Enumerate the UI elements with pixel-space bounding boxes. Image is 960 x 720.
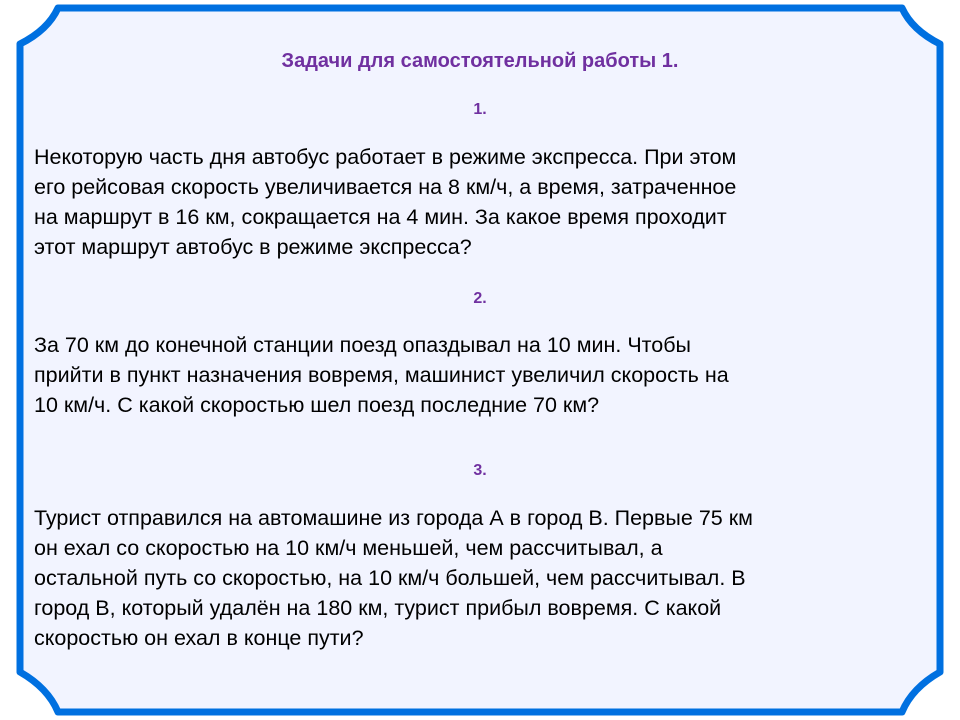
task-1-line: Некоторую часть дня автобус работает в режиме экспресса. При этом	[34, 145, 737, 169]
task-1-line: его рейсовая скорость увеличивается на 8 км/ч, а время, затраченное	[34, 175, 737, 199]
task-3-line: Турист отправился на автомашине из города А в город В. Первые 75 км	[34, 506, 753, 530]
task-3-line: скоростью он ехал в конце пути?	[34, 626, 364, 650]
task-1-line: этот маршрут автобус в режиме экспресса?	[34, 235, 472, 259]
task-3-line: остальной путь со скоростью, на 10 км/ч большей, чем рассчитывал. В	[34, 566, 746, 590]
task-3-number: 3.	[473, 462, 487, 479]
task-2-line: 10 км/ч. С какой скоростью шел поезд последние 70 км?	[34, 393, 600, 417]
task-2-number: 2.	[473, 290, 487, 307]
task-1-text	[34, 142, 914, 262]
task-3-text	[34, 503, 914, 653]
task-2-line: прийти в пункт назначения вовремя, машинист увеличил скорость на	[34, 363, 729, 387]
task-1-number: 1.	[473, 101, 487, 118]
page-title: Задачи для самостоятельной работы 1.	[281, 50, 679, 72]
task-2-line: За 70 км до конечной станции поезд опаздывал на 10 мин. Чтобы	[34, 333, 691, 357]
task-3-line: он ехал со скоростью на 10 км/ч меньшей, чем рассчитывал, а	[34, 536, 663, 560]
task-2-text	[34, 330, 914, 420]
task-3-line: город В, который удалён на 180 км, турист прибыл вовремя. С какой	[34, 596, 722, 620]
task-1-line: на маршрут в 16 км, сокращается на 4 мин. За какое время проходит	[34, 205, 727, 229]
